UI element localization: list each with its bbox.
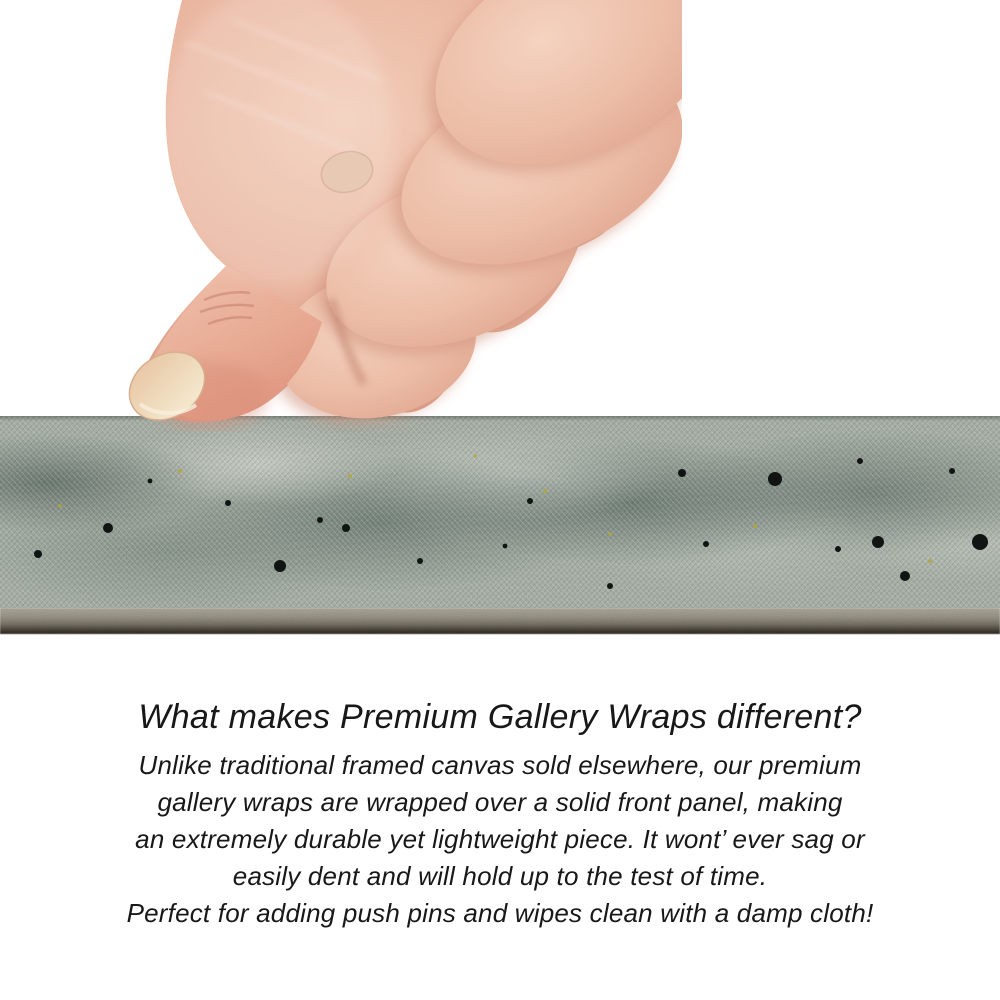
caption-section (0, 696, 1000, 932)
canvas-grain-and-speckles (0, 416, 1000, 634)
caption-line: Perfect for adding push pins and wipes clean with a damp cloth! (126, 898, 874, 928)
caption-line: an extremely durable yet lightweight piece. It wont’ ever sag or (135, 824, 865, 854)
hand-graphic (122, 0, 682, 432)
caption-line: Unlike traditional framed canvas sold elsewhere, our premium (138, 750, 862, 780)
caption-line: gallery wraps are wrapped over a solid front panel, making (157, 787, 843, 817)
caption-title: What makes Premium Gallery Wraps different? (138, 698, 862, 736)
caption-line: easily dent and will hold up to the test of time. (232, 861, 768, 891)
canvas-strip (0, 416, 1000, 634)
